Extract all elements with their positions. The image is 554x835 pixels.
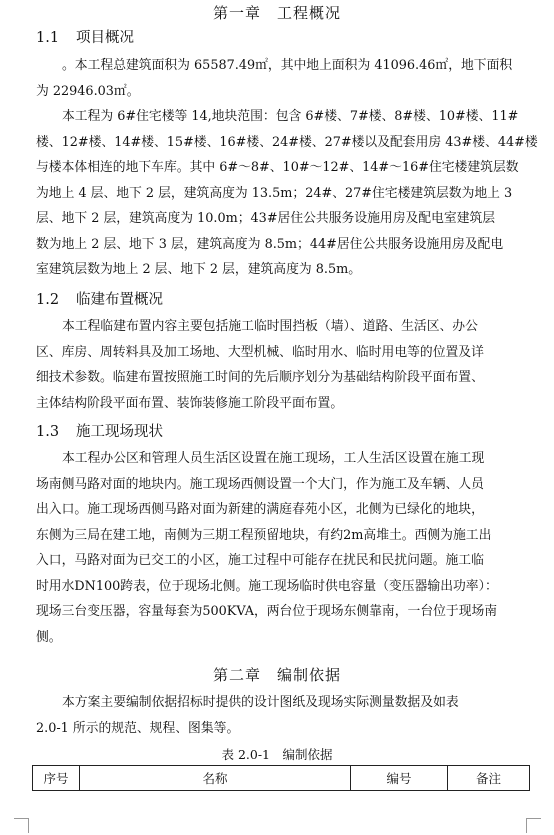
- section-1-3-heading: [36, 420, 163, 441]
- text-line: 层、地下 2 层，建筑高度为 10.0m；43#居住公共服务设施用房及配电室建筑层: [36, 211, 496, 226]
- section-1-2-body: [36, 314, 532, 416]
- chapter-2-title: 第二章 编制依据: [212, 666, 341, 684]
- text-line: 本工程临建布置内容主要包括施工临时围挡板（墙）、道路、生活区、办公: [62, 319, 478, 334]
- text-line: 侧。: [36, 629, 62, 645]
- text-line: 时用水DN100跨表，位于现场北侧。施工现场临时供电容量（变压器输出功率）：: [36, 578, 498, 594]
- section-number: 1.3: [36, 424, 60, 440]
- text-line: 细技术参数。临建布置按照施工时间的先后顺序划分为基础结构阶段平面布置、: [36, 370, 484, 385]
- text-line: 数为地上 2 层、地下 3 层，建筑高度为 8.5m；44#居住公共服务设施用房及配电: [36, 236, 504, 252]
- text-line: 楼、12#楼、14#楼、15#楼、16#楼、24#楼、27#楼以及配套用房 43#楼、44#楼: [36, 134, 538, 150]
- text-line: 与楼本体相连的地下车库。其中 6#～8#、10#～12#、14#～16#住宅楼建筑层数: [36, 160, 519, 175]
- section-title: 临建布置概况: [76, 292, 163, 308]
- table-caption: 表 2.0-1 编制依据: [221, 747, 333, 762]
- text-line: 2.0-1 所示的规范、规程、图集等。: [36, 720, 240, 736]
- text-line: 区、库房、周转料具及加工场地、大型机械、临时用水、临时用电等的位置及详: [36, 344, 484, 360]
- text-line: 。本工程总建筑面积为 65587.49㎡，其中地上面积为 41096.46㎡，地下面积: [62, 58, 513, 73]
- text-line: 主体结构阶段平面布置、装饰装修施工阶段平面布置。: [36, 395, 344, 411]
- section-1-3-body: [36, 446, 532, 650]
- chapter-1-title: 第一章 工程概况: [212, 4, 341, 22]
- text-line: 场南侧马路对面的地块内。施工现场西侧设置一个大门，作为施工及车辆、人员: [36, 476, 484, 492]
- page-corner-mark-right: [526, 818, 541, 833]
- header-cell-index: 序号: [33, 766, 80, 791]
- section-number: 1.2: [36, 292, 60, 308]
- text-line: 为 22946.03㎡。: [36, 83, 140, 99]
- section-1-1-heading: [36, 26, 134, 47]
- text-line: 现场三台变压器，容量每套为500KVA，两台位于现场东侧靠南，一台位于现场南: [36, 604, 498, 619]
- text-line: 本工程为 6#住宅楼等 14,地块范围：包含 6#楼、7#楼、8#楼、10#楼、11#: [62, 109, 519, 124]
- header-cell-code: 编号: [351, 766, 448, 791]
- text-line: 室建筑层数为地上 2 层、地下 2 层，建筑高度为 8.5m。: [36, 262, 362, 277]
- section-number: 1.1: [36, 30, 60, 46]
- section-title: 施工现场现状: [76, 424, 163, 440]
- table-header-row: [33, 766, 530, 791]
- header-cell-name: 名称: [80, 766, 351, 791]
- text-line: 入口，马路对面为已交工的小区，施工过程中可能存在扰民和民扰问题。施工临: [36, 553, 484, 568]
- section-1-1-body: [36, 53, 538, 283]
- text-line: 本方案主要编制依据招标时提供的设计图纸及现场实际测量数据及如表: [62, 695, 459, 710]
- header-cell-remark: 备注: [448, 766, 530, 791]
- text-line: 东侧为三局在建工地，南侧为三期工程预留地块，有约2m高堆土。西侧为施工出: [36, 527, 492, 543]
- section-title: 项目概况: [76, 30, 134, 46]
- chapter-2-body: [36, 690, 532, 741]
- page-corner-mark-left: [14, 818, 29, 833]
- text-line: 本工程办公区和管理人员生活区设置在施工现场，工人生活区设置在施工现: [62, 451, 485, 466]
- section-1-2-heading: [36, 288, 163, 309]
- text-line: 出入口。施工现场西侧马路对面为新建的满庭春苑小区，北侧为已绿化的地块，: [36, 502, 484, 517]
- text-line: 为地上 4 层、地下 2 层，建筑高度为 13.5m；24#、27#住宅楼建筑层数为地上 3: [36, 185, 513, 201]
- reference-table: [32, 765, 530, 791]
